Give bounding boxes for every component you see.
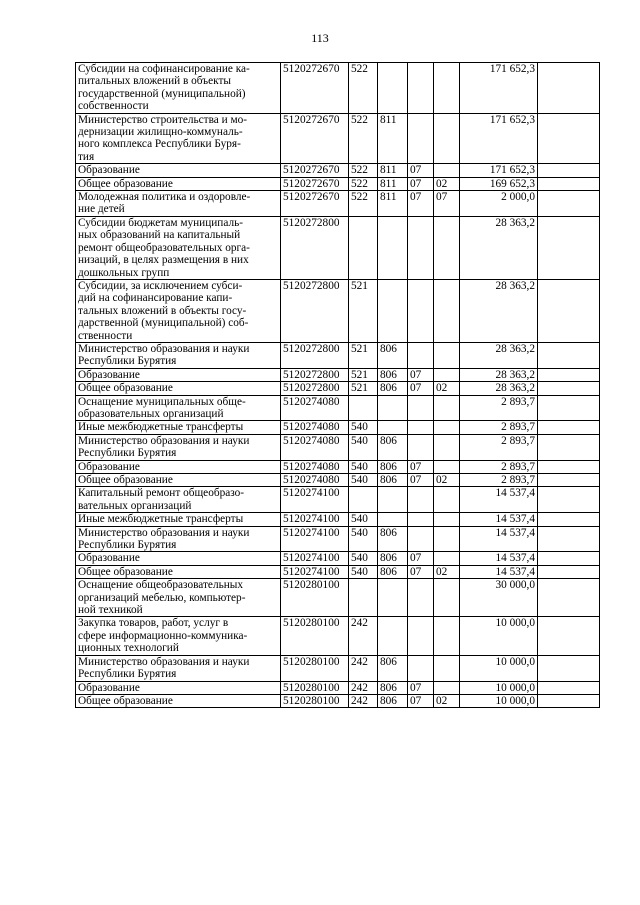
row-name-line: Республики Бурятия — [78, 355, 177, 368]
section-code-cell: 07 — [408, 164, 434, 177]
subsection-code-cell — [434, 526, 460, 552]
empty-cell — [538, 460, 600, 473]
row-name-line: Закупка товаров, работ, услуг в — [78, 617, 229, 630]
section-code-cell — [408, 216, 434, 279]
row-name-cell — [76, 382, 281, 395]
expense-type-cell: 242 — [349, 655, 378, 681]
row-name-cell — [76, 395, 281, 421]
row-name-cell — [76, 63, 281, 114]
section-code-cell: 07 — [408, 177, 434, 190]
row-name-cell — [76, 487, 281, 513]
target-article-code-cell: 5120272670 — [281, 113, 349, 164]
section-code-cell — [408, 513, 434, 526]
target-article-code-cell: 5120280100 — [281, 681, 349, 694]
table-row — [76, 460, 600, 473]
row-name-line: Общее образование — [78, 382, 173, 395]
target-article-code-cell: 5120272800 — [281, 382, 349, 395]
table-row — [76, 617, 600, 655]
subsection-code-cell — [434, 216, 460, 279]
target-article-code-cell: 5120274100 — [281, 552, 349, 565]
expense-type-cell: 522 — [349, 164, 378, 177]
amount-cell: 2 893,7 — [460, 434, 538, 460]
amount-cell: 2 893,7 — [460, 395, 538, 421]
amount-cell: 2 893,7 — [460, 460, 538, 473]
target-article-code-cell: 5120274100 — [281, 513, 349, 526]
subsection-code-cell — [434, 487, 460, 513]
row-name-line: тальных вложений в объекты госу- — [78, 304, 247, 317]
administrator-code-cell — [378, 617, 408, 655]
subsection-code-cell — [434, 552, 460, 565]
table-row — [76, 382, 600, 395]
row-name-line: Республики Бурятия — [78, 539, 177, 552]
amount-cell: 171 652,3 — [460, 113, 538, 164]
administrator-code-cell: 806 — [378, 552, 408, 565]
row-name-line: организаций мебелью, компьютер- — [78, 591, 246, 604]
empty-cell — [538, 342, 600, 368]
expense-type-cell: 540 — [349, 513, 378, 526]
row-name-line: Общее образование — [78, 474, 173, 486]
administrator-code-cell: 806 — [378, 434, 408, 460]
row-name-line: тия — [78, 150, 95, 163]
row-name-cell — [76, 617, 281, 655]
section-code-cell — [408, 655, 434, 681]
subsection-code-cell — [434, 395, 460, 421]
table-row — [76, 113, 600, 164]
row-name-line: Оснащение муниципальных обще- — [78, 395, 246, 408]
row-name-line: ного комплекса Республики Буря- — [78, 138, 241, 151]
administrator-code-cell: 806 — [378, 368, 408, 381]
administrator-code-cell: 806 — [378, 382, 408, 395]
amount-cell: 171 652,3 — [460, 164, 538, 177]
amount-cell: 30 000,0 — [460, 579, 538, 617]
row-name-cell — [76, 191, 281, 217]
subsection-code-cell — [434, 342, 460, 368]
row-name-line: Образование — [78, 164, 140, 177]
target-article-code-cell: 5120274080 — [281, 395, 349, 421]
row-name-line: Образование — [78, 368, 140, 381]
subsection-code-cell: 02 — [434, 177, 460, 190]
row-name-line: государственной (муниципальной) — [78, 87, 246, 100]
row-name-line: Министерство образования и науки — [78, 655, 250, 668]
row-name-line: дий на софинансирование капи- — [78, 292, 233, 305]
table-row — [76, 474, 600, 487]
table-row — [76, 513, 600, 526]
row-name-line: дернизации жилищно-коммуналь- — [78, 126, 243, 139]
row-name-line: Министерство образования и науки — [78, 526, 250, 539]
subsection-code-cell — [434, 579, 460, 617]
target-article-code-cell: 5120272670 — [281, 63, 349, 114]
amount-cell: 14 537,4 — [460, 565, 538, 578]
empty-cell — [538, 526, 600, 552]
amount-cell: 2 893,7 — [460, 474, 538, 487]
target-article-code-cell: 5120280100 — [281, 655, 349, 681]
expense-type-cell: 242 — [349, 694, 378, 707]
target-article-code-cell: 5120280100 — [281, 617, 349, 655]
expense-type-cell: 540 — [349, 434, 378, 460]
section-code-cell — [408, 113, 434, 164]
row-name-line: Иные межбюджетные трансферты — [78, 421, 244, 434]
amount-cell: 10 000,0 — [460, 681, 538, 694]
row-name-cell — [76, 655, 281, 681]
target-article-code-cell: 5120272800 — [281, 342, 349, 368]
row-name-cell — [76, 177, 281, 190]
administrator-code-cell: 806 — [378, 342, 408, 368]
table-row — [76, 526, 600, 552]
row-name-line: сфере информационно-коммуника- — [78, 629, 248, 642]
expense-type-cell — [349, 216, 378, 279]
expense-type-cell: 521 — [349, 368, 378, 381]
administrator-code-cell — [378, 395, 408, 421]
target-article-code-cell: 5120272670 — [281, 177, 349, 190]
subsection-code-cell — [434, 113, 460, 164]
administrator-code-cell — [378, 216, 408, 279]
section-code-cell — [408, 487, 434, 513]
empty-cell — [538, 395, 600, 421]
administrator-code-cell: 806 — [378, 655, 408, 681]
administrator-code-cell: 806 — [378, 526, 408, 552]
administrator-code-cell: 806 — [378, 460, 408, 473]
target-article-code-cell: 5120272800 — [281, 279, 349, 342]
section-code-cell — [408, 342, 434, 368]
table-row — [76, 368, 600, 381]
expense-type-cell: 540 — [349, 552, 378, 565]
amount-cell: 28 363,2 — [460, 216, 538, 279]
administrator-code-cell: 811 — [378, 177, 408, 190]
expense-type-cell: 540 — [349, 460, 378, 473]
row-name-cell — [76, 513, 281, 526]
table-row — [76, 342, 600, 368]
subsection-code-cell: 02 — [434, 565, 460, 578]
section-code-cell — [408, 617, 434, 655]
subsection-code-cell — [434, 434, 460, 460]
table-body — [76, 63, 600, 708]
row-name-cell — [76, 164, 281, 177]
target-article-code-cell: 5120274080 — [281, 474, 349, 487]
table-row — [76, 279, 600, 342]
target-article-code-cell: 5120274080 — [281, 421, 349, 434]
section-code-cell: 07 — [408, 694, 434, 707]
table-row — [76, 694, 600, 707]
section-code-cell — [408, 579, 434, 617]
table-row — [76, 421, 600, 434]
row-name-cell — [76, 216, 281, 279]
table-row — [76, 579, 600, 617]
row-name-line: Общее образование — [78, 565, 173, 578]
empty-cell — [538, 694, 600, 707]
expense-type-cell: 521 — [349, 342, 378, 368]
row-name-line: образовательных организаций — [78, 407, 224, 420]
empty-cell — [538, 191, 600, 217]
subsection-code-cell: 02 — [434, 474, 460, 487]
amount-cell: 28 363,2 — [460, 382, 538, 395]
target-article-code-cell: 5120274080 — [281, 460, 349, 473]
expense-type-cell: 540 — [349, 526, 378, 552]
section-code-cell — [408, 434, 434, 460]
empty-cell — [538, 63, 600, 114]
subsection-code-cell — [434, 617, 460, 655]
target-article-code-cell: 5120274100 — [281, 565, 349, 578]
row-name-line: Министерство образования и науки — [78, 342, 250, 355]
empty-cell — [538, 513, 600, 526]
target-article-code-cell: 5120272670 — [281, 164, 349, 177]
empty-cell — [538, 552, 600, 565]
row-name-line: ремонт общеобразовательных орга- — [78, 241, 250, 254]
table-row — [76, 395, 600, 421]
row-name-cell — [76, 368, 281, 381]
empty-cell — [538, 487, 600, 513]
target-article-code-cell: 5120272800 — [281, 216, 349, 279]
subsection-code-cell — [434, 460, 460, 473]
table-row — [76, 177, 600, 190]
row-name-line: Общее образование — [78, 694, 173, 707]
section-code-cell: 07 — [408, 474, 434, 487]
subsection-code-cell: 02 — [434, 382, 460, 395]
expense-type-cell: 540 — [349, 421, 378, 434]
amount-cell: 10 000,0 — [460, 655, 538, 681]
administrator-code-cell — [378, 421, 408, 434]
administrator-code-cell: 806 — [378, 681, 408, 694]
amount-cell: 28 363,2 — [460, 368, 538, 381]
section-code-cell — [408, 526, 434, 552]
subsection-code-cell — [434, 164, 460, 177]
row-name-line: Субсидии на софинансирование ка- — [78, 63, 250, 75]
table-row — [76, 216, 600, 279]
section-code-cell: 07 — [408, 368, 434, 381]
row-name-line: Иные межбюджетные трансферты — [78, 513, 244, 526]
amount-cell: 14 537,4 — [460, 552, 538, 565]
table-row — [76, 552, 600, 565]
target-article-code-cell: 5120280100 — [281, 694, 349, 707]
row-name-line: вательных организаций — [78, 499, 192, 512]
section-code-cell: 07 — [408, 460, 434, 473]
row-name-line: ных образований на капитальный — [78, 229, 241, 242]
empty-cell — [538, 279, 600, 342]
row-name-cell — [76, 460, 281, 473]
table-row — [76, 164, 600, 177]
row-name-cell — [76, 421, 281, 434]
target-article-code-cell: 5120274080 — [281, 434, 349, 460]
target-article-code-cell: 5120272800 — [281, 368, 349, 381]
empty-cell — [538, 113, 600, 164]
administrator-code-cell — [378, 63, 408, 114]
row-name-line: ние детей — [78, 203, 125, 216]
expense-type-cell: 521 — [349, 279, 378, 342]
row-name-line: Капитальный ремонт общеобразо- — [78, 487, 245, 500]
administrator-code-cell: 811 — [378, 164, 408, 177]
row-name-line: Субсидии, за исключением субси- — [78, 279, 243, 292]
subsection-code-cell — [434, 655, 460, 681]
subsection-code-cell: 07 — [434, 191, 460, 217]
section-code-cell: 07 — [408, 552, 434, 565]
section-code-cell: 07 — [408, 382, 434, 395]
amount-cell: 28 363,2 — [460, 342, 538, 368]
subsection-code-cell — [434, 63, 460, 114]
amount-cell: 2 893,7 — [460, 421, 538, 434]
table-row — [76, 434, 600, 460]
empty-cell — [538, 681, 600, 694]
expense-type-cell: 540 — [349, 565, 378, 578]
expense-type-cell — [349, 395, 378, 421]
section-code-cell — [408, 395, 434, 421]
expense-type-cell: 242 — [349, 617, 378, 655]
budget-table — [75, 62, 600, 708]
empty-cell — [538, 434, 600, 460]
section-code-cell — [408, 63, 434, 114]
empty-cell — [538, 421, 600, 434]
amount-cell: 2 000,0 — [460, 191, 538, 217]
administrator-code-cell — [378, 513, 408, 526]
section-code-cell: 07 — [408, 565, 434, 578]
row-name-line: Образование — [78, 681, 140, 694]
expense-type-cell: 521 — [349, 382, 378, 395]
row-name-cell — [76, 113, 281, 164]
subsection-code-cell — [434, 681, 460, 694]
expense-type-cell — [349, 487, 378, 513]
empty-cell — [538, 164, 600, 177]
row-name-line: Субсидии бюджетам муниципаль- — [78, 216, 244, 229]
row-name-line: Образование — [78, 552, 140, 565]
empty-cell — [538, 617, 600, 655]
table-row — [76, 487, 600, 513]
row-name-line: дарственной (муниципальной) соб- — [78, 317, 249, 330]
target-article-code-cell: 5120274100 — [281, 526, 349, 552]
row-name-line: Молодежная политика и оздоровле- — [78, 191, 251, 204]
expense-type-cell: 242 — [349, 681, 378, 694]
row-name-line: ционных технологий — [78, 642, 179, 655]
subsection-code-cell — [434, 368, 460, 381]
empty-cell — [538, 565, 600, 578]
section-code-cell — [408, 279, 434, 342]
row-name-line: дошкольных групп — [78, 266, 170, 279]
target-article-code-cell: 5120280100 — [281, 579, 349, 617]
row-name-cell — [76, 552, 281, 565]
row-name-cell — [76, 694, 281, 707]
row-name-line: Министерство строительства и мо- — [78, 113, 248, 126]
empty-cell — [538, 474, 600, 487]
row-name-line: ной техникой — [78, 604, 143, 617]
expense-type-cell — [349, 579, 378, 617]
row-name-cell — [76, 474, 281, 487]
row-name-line: Республики Бурятия — [78, 668, 177, 681]
administrator-code-cell: 806 — [378, 694, 408, 707]
row-name-cell — [76, 565, 281, 578]
empty-cell — [538, 177, 600, 190]
administrator-code-cell: 806 — [378, 565, 408, 578]
empty-cell — [538, 368, 600, 381]
table-row — [76, 565, 600, 578]
target-article-code-cell: 5120274100 — [281, 487, 349, 513]
empty-cell — [538, 216, 600, 279]
section-code-cell: 07 — [408, 681, 434, 694]
table-row — [76, 63, 600, 114]
amount-cell: 14 537,4 — [460, 513, 538, 526]
administrator-code-cell: 811 — [378, 113, 408, 164]
section-code-cell: 07 — [408, 191, 434, 217]
administrator-code-cell — [378, 487, 408, 513]
row-name-line: ственности — [78, 329, 133, 342]
row-name-line: питальных вложений в объекты — [78, 75, 231, 88]
row-name-cell — [76, 579, 281, 617]
row-name-cell — [76, 434, 281, 460]
subsection-code-cell — [434, 279, 460, 342]
expense-type-cell: 522 — [349, 63, 378, 114]
expense-type-cell: 522 — [349, 177, 378, 190]
empty-cell — [538, 382, 600, 395]
amount-cell: 171 652,3 — [460, 63, 538, 114]
expense-type-cell: 522 — [349, 191, 378, 217]
subsection-code-cell: 02 — [434, 694, 460, 707]
row-name-line: Образование — [78, 460, 140, 473]
amount-cell: 10 000,0 — [460, 694, 538, 707]
row-name-line: Общее образование — [78, 177, 173, 190]
amount-cell: 28 363,2 — [460, 279, 538, 342]
page-number: 113 — [311, 31, 329, 45]
administrator-code-cell: 806 — [378, 474, 408, 487]
amount-cell: 169 652,3 — [460, 177, 538, 190]
empty-cell — [538, 655, 600, 681]
amount-cell: 14 537,4 — [460, 526, 538, 552]
row-name-line: Министерство образования и науки — [78, 434, 250, 447]
row-name-line: собственности — [78, 100, 149, 113]
administrator-code-cell — [378, 279, 408, 342]
expense-type-cell: 522 — [349, 113, 378, 164]
section-code-cell — [408, 421, 434, 434]
expense-type-cell: 540 — [349, 474, 378, 487]
row-name-line: низаций, в целях размещения в них — [78, 254, 249, 267]
table-row — [76, 681, 600, 694]
target-article-code-cell: 5120272670 — [281, 191, 349, 217]
administrator-code-cell — [378, 579, 408, 617]
row-name-cell — [76, 526, 281, 552]
subsection-code-cell — [434, 421, 460, 434]
amount-cell: 10 000,0 — [460, 617, 538, 655]
table-row — [76, 655, 600, 681]
row-name-line: Оснащение общеобразовательных — [78, 579, 244, 592]
row-name-cell — [76, 342, 281, 368]
subsection-code-cell — [434, 513, 460, 526]
row-name-cell — [76, 279, 281, 342]
administrator-code-cell: 811 — [378, 191, 408, 217]
table-row — [76, 191, 600, 217]
row-name-line: Республики Бурятия — [78, 447, 177, 460]
row-name-cell — [76, 681, 281, 694]
amount-cell: 14 537,4 — [460, 487, 538, 513]
empty-cell — [538, 579, 600, 617]
